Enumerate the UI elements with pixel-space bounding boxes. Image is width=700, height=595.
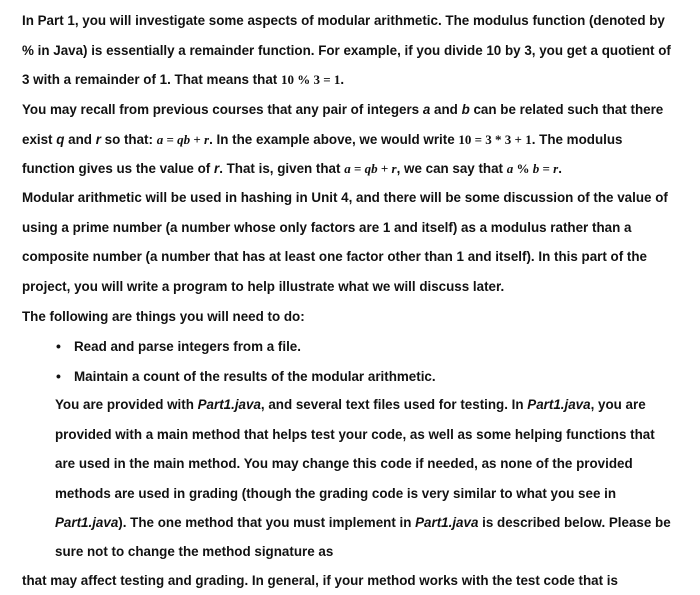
text-run: ). The one method that you must implement in <box>118 515 416 530</box>
math-expression: a = qb + r <box>156 132 210 147</box>
text-run: The following are things you will need to do: <box>22 309 305 324</box>
text-run: methods are used in grading (though the grading code is very similar to what you see in <box>55 486 617 501</box>
paragraph-line <box>22 71 344 89</box>
paragraph-line <box>22 278 504 296</box>
italic-filename: Part1.java <box>415 515 479 530</box>
text-run: In Part 1, you will investigate some aspects of modular arithmetic. The modulus function (denoted by <box>22 13 665 28</box>
text-run: provided with a main method that helps test your code, as well as some helping functions that <box>55 427 655 442</box>
italic-filename: Part1.java <box>55 515 119 530</box>
text-run: , we can say that <box>396 161 507 176</box>
math-expression: 10 = 3 * 3 + 1 <box>458 132 532 147</box>
paragraph-line <box>55 485 616 503</box>
italic-filename: Part1.java <box>197 397 261 412</box>
paragraph-line <box>22 248 647 266</box>
paragraph-line <box>22 131 622 149</box>
text-run: project, you will write a program to help illustrate what we will discuss later. <box>22 279 505 294</box>
paragraph-line <box>55 426 655 444</box>
paragraph-line <box>22 12 665 30</box>
paragraph-line <box>55 455 633 473</box>
list-item-text: Read and parse integers from a file. <box>74 339 301 354</box>
text-run: . The modulus <box>531 132 623 147</box>
text-run: . <box>558 161 562 176</box>
text-run: , you are <box>590 397 646 412</box>
text-run: and <box>64 132 96 147</box>
text-run: composite number (a number that has at least one factor other than 1 and itself). In this part of the <box>22 249 647 264</box>
text-run: so that: <box>100 132 157 147</box>
paragraph-line <box>22 219 631 237</box>
italic-variable: r <box>213 161 220 176</box>
text-run: that may affect testing and grading. In general, if your method works with the test code that is <box>22 573 618 588</box>
text-run: function gives us the value of <box>22 161 214 176</box>
list-item <box>56 367 436 385</box>
bullet-icon: • <box>56 368 61 384</box>
paragraph-line <box>22 160 562 178</box>
text-run: . That is, given that <box>219 161 345 176</box>
text-run: . In the example above, we would write <box>209 132 459 147</box>
text-run: can be related such that there <box>469 102 664 117</box>
paragraph-line <box>55 396 646 414</box>
paragraph-line <box>22 308 305 326</box>
paragraph-line <box>55 514 671 532</box>
paragraph-line <box>55 543 333 561</box>
math-expression: a = qb + r <box>344 161 397 176</box>
italic-variable: r <box>95 132 101 147</box>
italic-variable: q <box>56 132 65 147</box>
italic-filename: Part1.java <box>527 397 591 412</box>
paragraph-line <box>22 572 618 590</box>
bullet-icon: • <box>56 338 61 354</box>
math-expression: 10 % 3 = 1 <box>280 72 341 87</box>
text-run: is described below. Please be <box>478 515 671 530</box>
math-expression: a % b = r <box>506 161 559 176</box>
text-run: using a prime number (a number whose only factors are 1 and itself) as a modulus rather than a <box>22 220 632 235</box>
text-run: exist <box>22 132 57 147</box>
text-run: , and several text files used for testing. In <box>260 397 528 412</box>
text-run: sure not to change the method signature as <box>55 544 334 559</box>
italic-variable: a <box>422 102 431 117</box>
list-item-text: Maintain a count of the results of the modular arithmetic. <box>74 369 436 384</box>
paragraph-line <box>22 42 671 60</box>
text-run: 3 with a remainder of 1. That means that <box>22 72 281 87</box>
text-run: . <box>340 72 345 87</box>
text-run: Modular arithmetic will be used in hashing in Unit 4, and there will be some discussion of the value of <box>22 190 668 205</box>
list-item <box>56 337 301 355</box>
text-run: You are provided with <box>55 397 198 412</box>
text-run: % in Java) is essentially a remainder function. For example, if you divide 10 by 3, you get a quotient of <box>22 43 671 58</box>
text-run: and <box>430 102 462 117</box>
paragraph-line <box>22 189 668 207</box>
text-run: are used in the main method. You may change this code if needed, as none of the provided <box>55 456 633 471</box>
text-run: You may recall from previous courses that any pair of integers <box>22 102 423 117</box>
paragraph-line <box>22 101 663 119</box>
italic-variable: b <box>461 102 470 117</box>
